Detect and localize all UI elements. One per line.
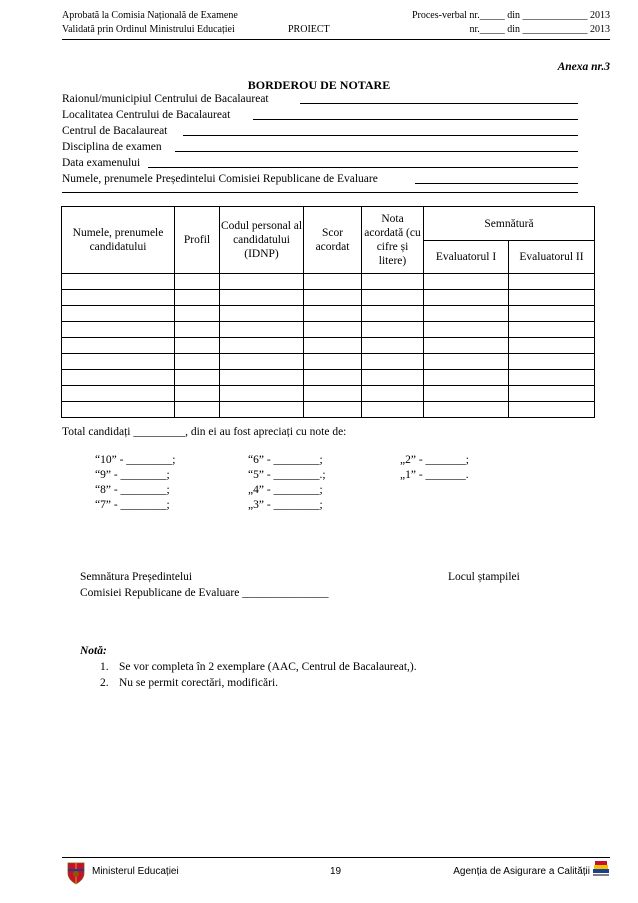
table-row [62, 322, 595, 338]
agency-logo-icon [592, 860, 610, 878]
table-cell[interactable] [304, 402, 362, 418]
header-verbal-line2: nr._____ din _____________ 2013 [469, 24, 610, 35]
table-cell[interactable] [62, 274, 175, 290]
table-cell[interactable] [175, 354, 220, 370]
table-row [62, 306, 595, 322]
col-header-evaluator2: Evaluatorul II [509, 241, 595, 274]
annex-label: Anexa nr.3 [557, 61, 610, 73]
table-cell[interactable] [509, 274, 595, 290]
table-cell[interactable] [220, 386, 304, 402]
table-cell[interactable] [509, 386, 595, 402]
note-title: Notă: [80, 645, 107, 657]
grade-3: „3” - ________; [248, 499, 323, 511]
table-cell[interactable] [220, 354, 304, 370]
table-cell[interactable] [362, 290, 424, 306]
field-line-president-cont[interactable] [62, 192, 578, 193]
table-cell[interactable] [175, 290, 220, 306]
grades-table [61, 206, 595, 418]
table-cell[interactable] [424, 338, 509, 354]
header-project: PROIECT [288, 24, 330, 35]
table-cell[interactable] [509, 338, 595, 354]
col-header-evaluator1: Evaluatorul I [424, 241, 509, 274]
field-line-president[interactable] [415, 183, 578, 184]
table-cell[interactable] [362, 386, 424, 402]
table-cell[interactable] [175, 402, 220, 418]
col-header-signature: Semnătură [424, 207, 595, 241]
table-cell[interactable] [509, 370, 595, 386]
table-row [62, 338, 595, 354]
table-cell[interactable] [304, 322, 362, 338]
table-cell[interactable] [304, 306, 362, 322]
table-cell[interactable] [62, 370, 175, 386]
table-cell[interactable] [304, 274, 362, 290]
stamp-place: Locul ștampilei [448, 571, 520, 583]
table-cell[interactable] [304, 290, 362, 306]
col-header-name: Numele, prenumele candidatului [62, 207, 175, 274]
grade-9: “9” - ________; [95, 469, 170, 481]
col-header-code: Codul personal al candidatului (IDNP) [220, 207, 304, 274]
table-cell[interactable] [175, 370, 220, 386]
table-cell[interactable] [362, 274, 424, 290]
field-line-exam-date[interactable] [148, 167, 578, 168]
table-cell[interactable] [304, 386, 362, 402]
table-cell[interactable] [220, 306, 304, 322]
table-cell[interactable] [362, 306, 424, 322]
table-cell[interactable] [424, 386, 509, 402]
table-cell[interactable] [175, 386, 220, 402]
footer-rule [62, 857, 610, 858]
table-cell[interactable] [362, 370, 424, 386]
table-cell[interactable] [62, 322, 175, 338]
table-cell[interactable] [175, 306, 220, 322]
table-row [62, 354, 595, 370]
table-cell[interactable] [175, 274, 220, 290]
field-line-center[interactable] [183, 135, 578, 136]
grade-7: “7” - ________; [95, 499, 170, 511]
table-cell[interactable] [424, 354, 509, 370]
field-label-center: Centrul de Bacalaureat [62, 125, 168, 137]
table-cell[interactable] [220, 338, 304, 354]
table-cell[interactable] [424, 322, 509, 338]
field-label-president: Numele, prenumele Președintelui Comisiei Republicane de Evaluare [62, 173, 378, 185]
col-header-grade: Nota acordată (cu cifre și litere) [362, 207, 424, 274]
table-cell[interactable] [220, 370, 304, 386]
table-cell[interactable] [424, 402, 509, 418]
table-cell[interactable] [509, 354, 595, 370]
note-item-2-number: 2. [100, 677, 109, 689]
field-line-locality[interactable] [253, 119, 578, 120]
header-approved-line1: Aprobată la Comisia Națională de Examene [62, 10, 238, 21]
grade-5: “5” - ________.; [248, 469, 326, 481]
grade-2: „2” - _______; [400, 454, 469, 466]
grade-6: “6” - ________; [248, 454, 323, 466]
signature-line1: Semnătura Președintelui [80, 571, 193, 583]
grade-4: „4” - ________; [248, 484, 323, 496]
table-cell[interactable] [220, 402, 304, 418]
table-cell[interactable] [362, 338, 424, 354]
header-rule [62, 39, 610, 40]
col-header-score: Scor acordat [304, 207, 362, 274]
table-row [62, 386, 595, 402]
table-cell[interactable] [304, 338, 362, 354]
field-label-locality: Localitatea Centrului de Bacalaureat [62, 109, 231, 121]
signature-line2: Comisiei Republicane de Evaluare _______________ [80, 587, 329, 599]
table-cell[interactable] [304, 354, 362, 370]
table-cell[interactable] [62, 386, 175, 402]
table-cell[interactable] [509, 402, 595, 418]
field-label-district: Raionul/municipiul Centrului de Bacalaureat [62, 93, 269, 105]
table-row [62, 402, 595, 418]
table-cell[interactable] [424, 290, 509, 306]
col-header-profile: Profil [175, 207, 220, 274]
table-cell[interactable] [362, 322, 424, 338]
note-item-2: Nu se permit corectări, modificări. [119, 677, 279, 689]
header-approved-line2: Validată prin Ordinul Ministrului Educației [62, 24, 235, 35]
grade-1: „1” - _______. [400, 469, 469, 481]
field-label-exam-date: Data examenului [62, 157, 141, 169]
table-cell[interactable] [362, 402, 424, 418]
grade-10: “10” - ________; [95, 454, 176, 466]
table-cell[interactable] [509, 290, 595, 306]
table-cell[interactable] [509, 306, 595, 322]
table-cell[interactable] [175, 338, 220, 354]
totals-label: Total candidați _________, din ei au fost apreciați cu note de: [62, 426, 347, 438]
grade-8: “8” - ________; [95, 484, 170, 496]
footer-agency: Agenția de Asigurare a Calității [453, 866, 590, 877]
table-cell[interactable] [220, 290, 304, 306]
table-cell[interactable] [220, 322, 304, 338]
footer-page-number: 19 [330, 866, 342, 877]
table-cell[interactable] [424, 306, 509, 322]
table-cell[interactable] [304, 370, 362, 386]
header-verbal-line1: Proces-verbal nr._____ din _____________ 2013 [411, 10, 610, 21]
table-cell[interactable] [62, 402, 175, 418]
table-cell[interactable] [424, 274, 509, 290]
table-cell[interactable] [424, 370, 509, 386]
field-label-discipline: Disciplina de examen [62, 141, 162, 153]
note-item-1: Se vor completa în 2 exemplare (AAC, Centrul de Bacalaureat,). [119, 661, 417, 673]
table-cell[interactable] [62, 306, 175, 322]
table-cell[interactable] [62, 354, 175, 370]
table-cell[interactable] [175, 322, 220, 338]
table-row [62, 274, 595, 290]
table-row [62, 290, 595, 306]
table-cell[interactable] [62, 338, 175, 354]
field-line-district[interactable] [300, 103, 578, 104]
note-item-1-number: 1. [100, 661, 109, 673]
table-cell[interactable] [62, 290, 175, 306]
moldova-coat-of-arms-icon [66, 861, 86, 885]
field-line-discipline[interactable] [175, 151, 578, 152]
footer-ministry: Ministerul Educației [92, 866, 179, 877]
table-cell[interactable] [509, 322, 595, 338]
table-cell[interactable] [220, 274, 304, 290]
table-row [62, 370, 595, 386]
table-cell[interactable] [362, 354, 424, 370]
page-title: BORDEROU DE NOTARE [247, 78, 391, 92]
